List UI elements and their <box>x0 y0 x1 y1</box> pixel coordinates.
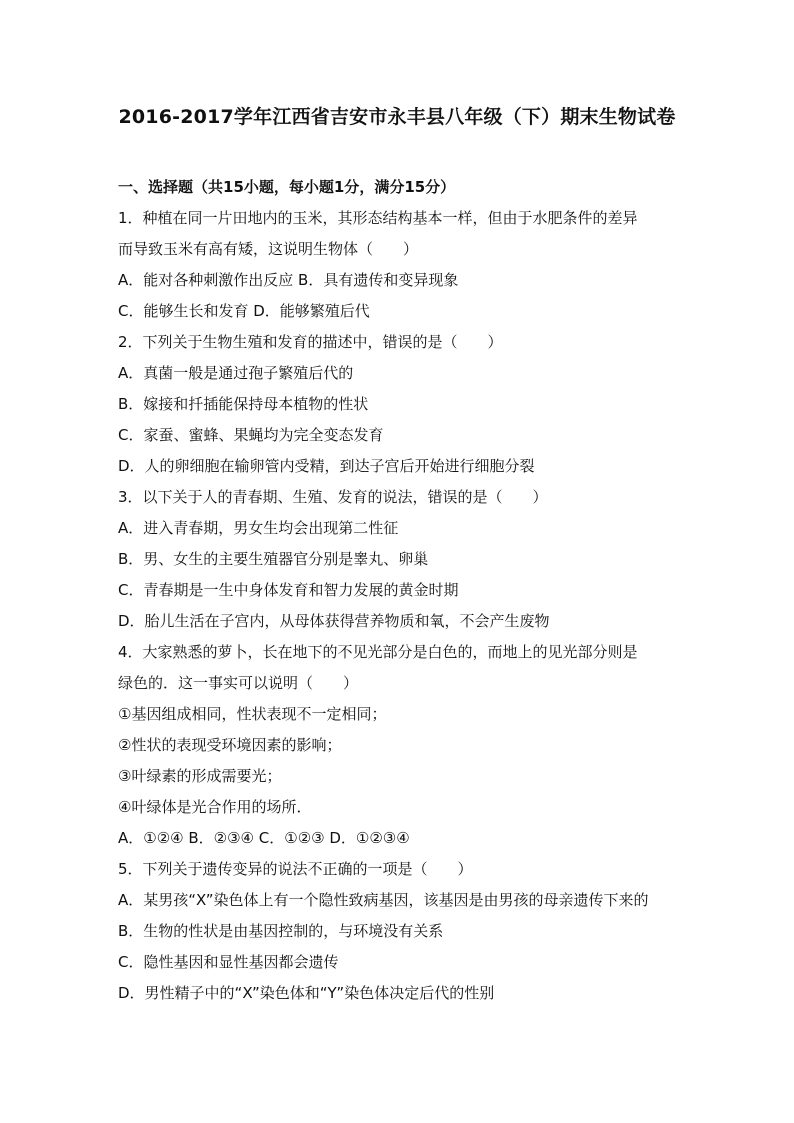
q4-statement-2: ②性状的表现受环境因素的影响； <box>118 736 342 754</box>
q1-options-ab: A．能对各种刺激作出反应 B．具有遗传和变异现象 <box>118 271 459 289</box>
q2-option-d: D．人的卵细胞在输卵管内受精，到达子宫后开始进行细胞分裂 <box>118 457 535 475</box>
q2-option-b: B．嫁接和扦插能保持母本植物的性状 <box>118 395 369 413</box>
q4-stem-line-2: 绿色的．这一事实可以说明（ ） <box>118 674 359 692</box>
q5-stem: 5．下列关于遗传变异的说法不正确的一项是（ ） <box>118 860 473 878</box>
q5-option-d: D．男性精子中的“X”染色体和“Y”染色体决定后代的性别 <box>118 984 495 1002</box>
q2-option-a: A．真菌一般是通过孢子繁殖后代的 <box>118 364 354 382</box>
exam-content <box>118 172 684 1009</box>
q4-options: A．①②④ B．②③④ C．①②③ D．①②③④ <box>118 829 410 847</box>
q3-option-d: D．胎儿生活在子宫内，从母体获得营养物质和氧，不会产生废物 <box>118 612 550 630</box>
q1-stem-line-2: 而导致玉米有高有矮，这说明生物体（ ） <box>118 240 419 258</box>
q4-statement-1: ①基因组成相同，性状表现不一定相同； <box>118 705 387 723</box>
q3-option-b: B．男、女生的主要生殖器官分别是睾丸、卵巢 <box>118 550 429 568</box>
q2-stem: 2．下列关于生物生殖和发育的描述中，错误的是（ ） <box>118 333 503 351</box>
q4-stem-line-1: 4．大家熟悉的萝卜，长在地下的不见光部分是白色的，而地上的见光部分则是 <box>118 643 638 661</box>
q3-option-c: C．青春期是一生中身体发育和智力发展的黄金时期 <box>118 581 459 599</box>
q5-option-b: B．生物的性状是由基因控制的，与环境没有关系 <box>118 922 444 940</box>
q5-option-c: C．隐性基因和显性基因都会遗传 <box>118 953 339 971</box>
q1-options-cd: C．能够生长和发育 D．能够繁殖后代 <box>118 302 370 320</box>
q1-stem-line-1: 1．种植在同一片田地内的玉米，其形态结构基本一样，但由于水肥条件的差异 <box>118 209 638 227</box>
q3-stem: 3．以下关于人的青春期、生殖、发育的说法，错误的是（ ） <box>118 488 548 506</box>
q3-option-a: A．进入青春期，男女生均会出现第二性征 <box>118 519 399 537</box>
section-heading: 一、选择题（共15小题，每小题1分，满分15分） <box>118 178 456 196</box>
q4-statement-3: ③叶绿素的形成需要光； <box>118 767 282 785</box>
q2-option-c: C．家蚕、蜜蜂、果蝇均为完全变态发育 <box>118 426 384 444</box>
q4-statement-4: ④叶绿体是光合作用的场所． <box>118 798 312 816</box>
exam-title: 2016-2017学年江西省吉安市永丰县八年级（下）期末生物试卷 <box>118 106 676 128</box>
q5-option-a: A．某男孩“X”染色体上有一个隐性致病基因，该基因是由男孩的母亲遗传下来的 <box>118 891 649 909</box>
